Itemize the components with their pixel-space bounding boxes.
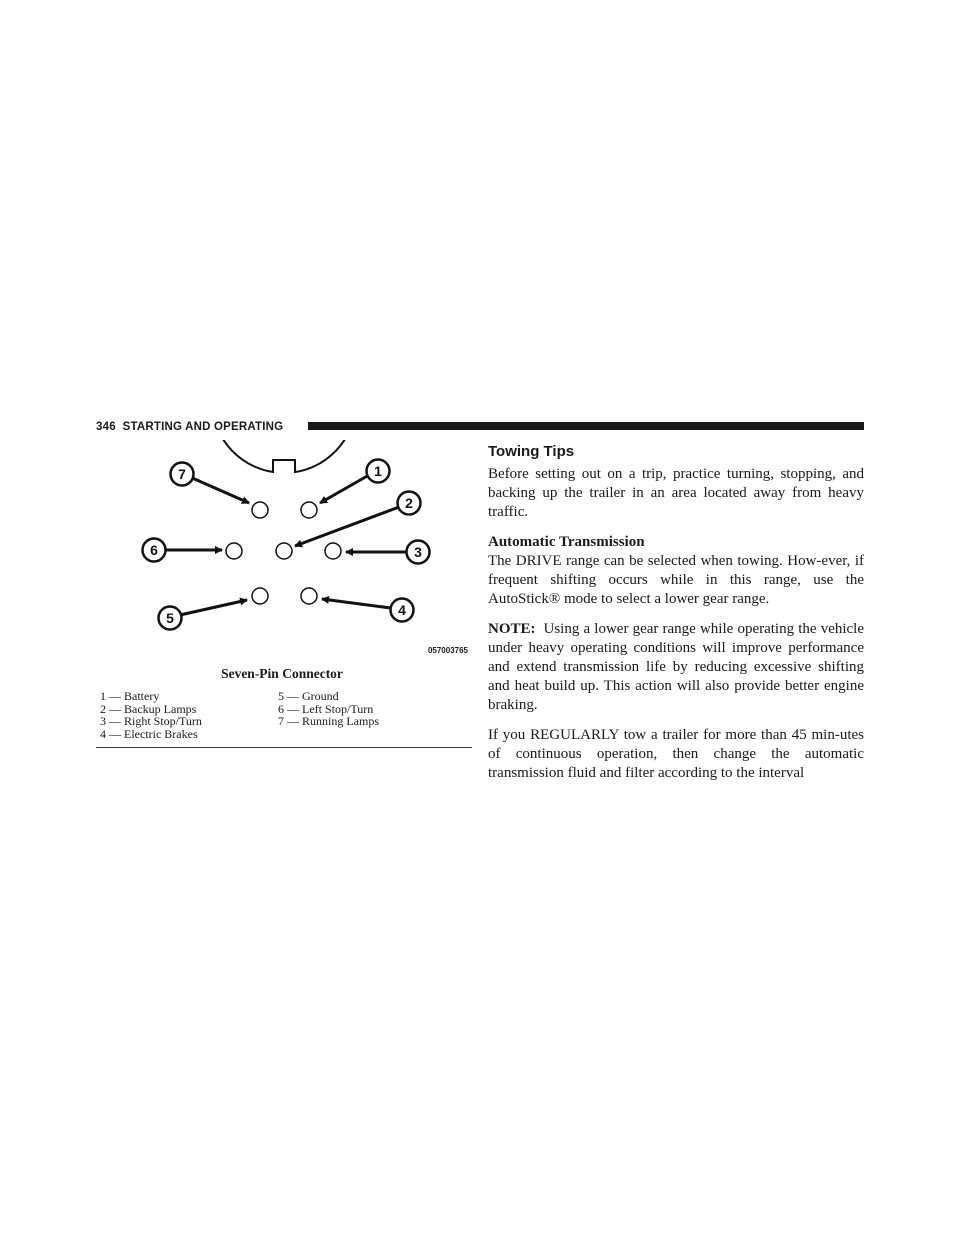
callout-4-label: 4: [398, 602, 406, 618]
callout-7: [171, 463, 194, 486]
legend-column-1: [100, 690, 202, 740]
regular-towing-paragraph: If you REGULARLY tow a trailer for more than 45 min-utes of continuous operation, then change the automatic transmission fluid and filter according to the interval: [488, 727, 864, 781]
note-paragraph: [488, 620, 864, 715]
subheading: Automatic Transmission: [488, 534, 645, 550]
legend-item: 2 — Backup Lamps: [100, 701, 197, 716]
arrow-1: [320, 475, 369, 503]
pin-3: [325, 543, 341, 559]
callout-3-label: 3: [414, 544, 422, 560]
intro-paragraph: Before setting out on a trip, practice turning, stopping, and backing up the trailer in an area located away from heavy traffic.: [488, 466, 864, 520]
header-rule: [308, 422, 864, 430]
callout-2: [398, 492, 421, 515]
callout-6: [143, 539, 166, 562]
pin-7: [252, 502, 268, 518]
legend-item: 6 — Left Stop/Turn: [278, 701, 374, 716]
arrow-2: [295, 507, 399, 546]
legend-item: 7 — Running Lamps: [278, 714, 379, 728]
callout-5: [159, 607, 182, 630]
callout-4: [391, 599, 414, 622]
drive-range-paragraph: The DRIVE range can be selected when towing. How-ever, if frequent shifting occurs while in this range, use the AutoStick® mode to select a lower gear range.: [488, 553, 864, 607]
legend-item: 4 — Electric Brakes: [100, 726, 198, 741]
arrow-5: [180, 600, 247, 615]
legend-rule: [96, 747, 472, 748]
callout-3: [407, 541, 430, 564]
page-header-text: [96, 420, 283, 434]
pin-2: [276, 543, 292, 559]
legend-column-2: [278, 690, 379, 728]
callout-1-label: 1: [374, 463, 382, 479]
legend-item: 3 — Right Stop/Turn: [100, 714, 202, 728]
callout-6-label: 6: [150, 542, 158, 558]
connector-diagram: [96, 440, 474, 660]
figure-caption: Seven-Pin Connector: [221, 666, 343, 681]
text-column: [488, 442, 864, 783]
section-heading: Towing Tips: [488, 443, 575, 460]
callout-1: [367, 460, 390, 483]
callout-5-label: 5: [166, 610, 174, 626]
callout-2-label: 2: [405, 495, 413, 511]
figure-code: 057003765: [427, 646, 468, 655]
pin-5: [252, 588, 268, 604]
connector-outline: [212, 440, 356, 472]
callout-7-label: 7: [178, 466, 186, 482]
pin-1: [301, 502, 317, 518]
seven-pin-connector-figure: [96, 440, 474, 750]
note-text: Using a lower gear range while operating the vehicle under heavy operating conditions will improve performance and extend transmission life by reducing excessive shifting and heat build up. This action will also provide better engine braking.: [488, 621, 864, 713]
pin-4: [301, 588, 317, 604]
note-label: NOTE:: [488, 621, 536, 637]
pin-6: [226, 543, 242, 559]
page-header: [96, 420, 864, 434]
arrow-7: [190, 477, 249, 503]
arrow-4: [322, 599, 391, 608]
legend-item: 1 — Battery: [100, 689, 160, 703]
section-title: STARTING AND OPERATING: [122, 421, 284, 433]
legend-item: 5 — Ground: [278, 689, 339, 703]
page-number: 346: [96, 421, 116, 433]
